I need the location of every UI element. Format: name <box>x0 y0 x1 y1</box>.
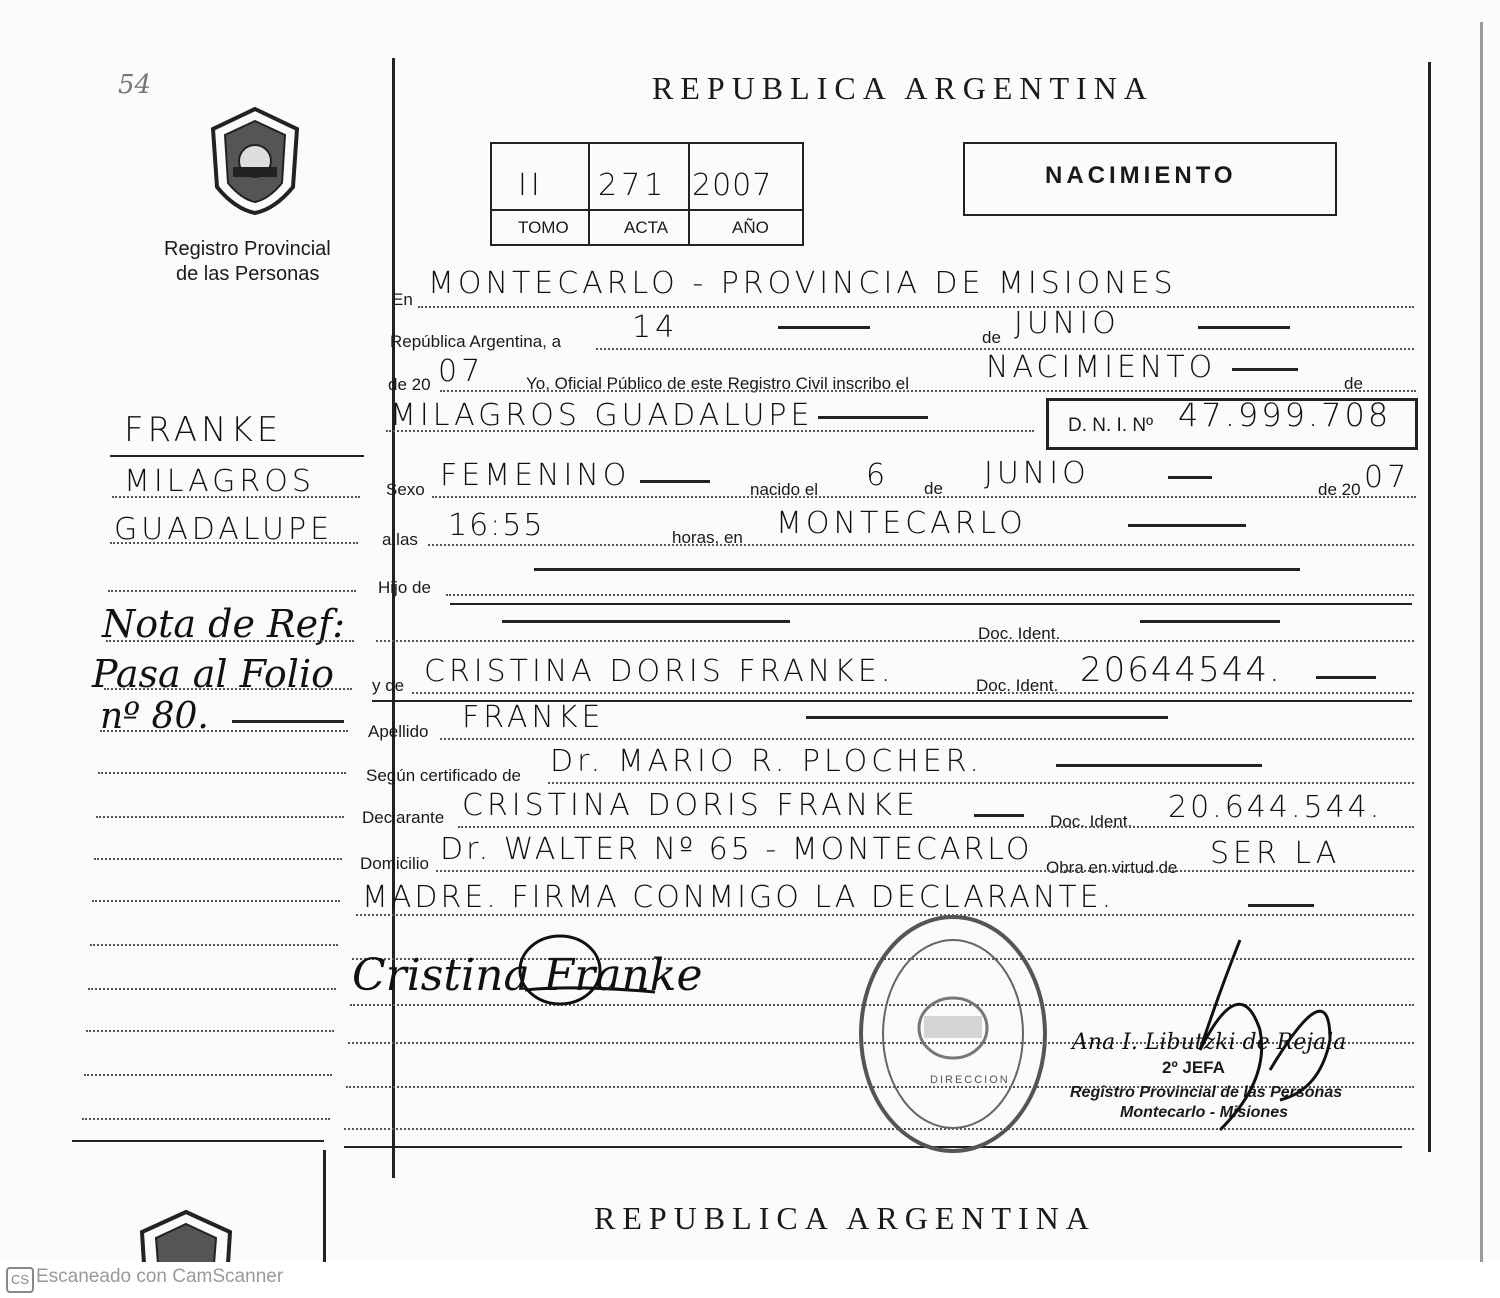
margin-line-13 <box>86 1030 334 1032</box>
margin-line-9 <box>94 858 342 860</box>
margin-line-7 <box>98 772 346 774</box>
birth-month: JUNIO <box>984 456 1090 491</box>
obra-label: Obra en virtud de <box>1046 858 1178 877</box>
hour-value: 16:55 <box>448 508 545 543</box>
birth-year-prefix: de 20 <box>1318 480 1361 499</box>
margin-line-3 <box>108 590 356 592</box>
signatory-name: Ana I. Libutzki de Rejala <box>1072 1030 1347 1055</box>
margin-line-8 <box>96 816 344 818</box>
camscanner-logo-icon: CS <box>6 1267 34 1293</box>
margin-note1: Nota de Ref: <box>102 602 345 646</box>
official-line <box>440 390 1416 392</box>
month-value: JUNIO <box>1014 306 1120 341</box>
hijo-label: Hijo de <box>378 578 431 597</box>
continuation-dash <box>1248 904 1314 907</box>
signatory-org: Registro Provincial de las Personas <box>1070 1084 1343 1101</box>
year-prefix: de 20 <box>388 375 431 394</box>
birth-day: 6 <box>866 458 890 493</box>
sexo-line <box>432 496 1416 498</box>
page-number: 54 <box>118 70 152 100</box>
nacido-label: nacido el <box>750 480 819 499</box>
dni-value: 47.999.708 <box>1178 396 1392 434</box>
margin-line-15 <box>82 1118 330 1120</box>
signatory-place: Montecarlo - Misiones <box>1120 1104 1289 1121</box>
inscribo-value: NACIMIENTO <box>986 350 1217 385</box>
margin-note2: Pasa al Folio <box>92 652 334 696</box>
apellido-line <box>440 738 1414 740</box>
domicilio-value: Dr. WALTER Nº 65 - MONTECARLO <box>440 832 1033 867</box>
hijo-line <box>446 594 1414 596</box>
dni-label: D. N. I. Nº <box>1068 415 1154 436</box>
registry-emblem-icon <box>205 105 305 217</box>
signatory-title: 2º JEFA <box>1162 1058 1225 1077</box>
left-border-lower <box>323 1150 326 1262</box>
mother-doc-dash <box>1316 676 1376 679</box>
registry-name-line1: Registro Provincial <box>164 238 331 260</box>
registry-emblem-icon-2 <box>134 1208 238 1264</box>
tomo-label: TOMO <box>518 218 569 237</box>
de-label2: de <box>1344 374 1363 393</box>
margin-name2: GUADALUPE <box>114 512 334 547</box>
margin-line-12 <box>88 988 336 990</box>
en-value: MONTECARLO - PROVINCIA DE MISIONES <box>428 266 1177 301</box>
sexo-label: Sexo <box>386 480 425 499</box>
tomo-value: II <box>518 168 544 203</box>
acta-label: ACTA <box>624 218 669 237</box>
birth-month-dash <box>1168 476 1212 479</box>
person-value: MILAGROS GUADALUPE <box>390 398 814 433</box>
person-dash <box>818 416 928 419</box>
sexo-dash <box>640 480 710 483</box>
declarante-dash <box>974 814 1024 817</box>
yde-label: y de <box>372 676 405 695</box>
registry-name-line2: de las Personas <box>176 263 320 285</box>
domicilio-label: Domicilio <box>360 854 429 873</box>
apellido-value: FRANKE <box>462 700 605 735</box>
left-form-border <box>392 58 395 1178</box>
year-value: 07 <box>438 354 485 389</box>
footer-country-title: REPUBLICA ARGENTINA <box>594 1200 1096 1236</box>
anio-label: AÑO <box>732 218 769 237</box>
act-box-sep2 <box>688 142 690 244</box>
obra-value: SER LA <box>1210 836 1341 871</box>
declarante-line <box>458 826 1414 828</box>
day-dash <box>778 326 870 329</box>
segun-dash <box>1056 764 1262 767</box>
margin-line-14 <box>84 1074 332 1076</box>
margin-line-2 <box>110 542 358 544</box>
seal-text: DIRECCION <box>930 1074 1010 1086</box>
month-dash <box>1198 326 1290 329</box>
mother-line <box>412 692 1414 694</box>
republica-label: República Argentina, a <box>390 332 562 351</box>
official-seal-icon <box>856 912 1050 1156</box>
de-label: de <box>982 328 1001 347</box>
margin-line-5 <box>104 688 352 690</box>
de-label3: de <box>924 479 943 498</box>
anio-value: 2007 <box>692 168 773 203</box>
a-las-line <box>428 544 1414 546</box>
hijo-separator <box>450 603 1412 605</box>
day-value: 14 <box>632 310 679 345</box>
page-edge <box>1480 22 1483 1262</box>
declarante-label: Declarante <box>362 808 445 827</box>
margin-line-4 <box>106 640 354 642</box>
margin-line-6 <box>100 730 348 732</box>
person-line <box>386 430 1034 432</box>
segun-value: Dr. MARIO R. PLOCHER. <box>550 744 983 779</box>
father-dash <box>502 620 790 623</box>
mother-doc: 20644544. <box>1080 650 1282 690</box>
domicilio-line <box>436 870 1414 872</box>
right-form-border <box>1428 62 1431 1152</box>
apellido-label: Apellido <box>368 722 429 741</box>
margin-note-dash <box>232 720 344 723</box>
doc-ident-label2: Doc. Ident. <box>976 676 1059 695</box>
margin-bottom-line <box>72 1140 324 1142</box>
act-box-sep1 <box>588 142 590 244</box>
doc-ident-label3: Doc. Ident. <box>1050 812 1133 831</box>
margin-note3: nº 80. <box>100 696 209 737</box>
father-line <box>376 640 1414 642</box>
margin-surname: FRANKE <box>124 410 283 450</box>
horas-label: horas, en <box>672 528 743 547</box>
act-box-divider <box>490 209 802 211</box>
declarante-signature: Cristina Franke <box>352 950 703 1001</box>
margin-surname-line <box>110 455 364 457</box>
margin-line-1 <box>112 496 360 498</box>
official-label: Yo, Oficial Público de este Registro Civil inscribo el <box>526 374 909 393</box>
act-type: NACIMIENTO <box>1045 162 1237 189</box>
sexo-value: FEMENINO <box>440 458 631 493</box>
en-label: En <box>392 290 413 309</box>
place-value: MONTECARLO <box>776 506 1027 541</box>
official-signature-icon <box>1180 930 1350 1140</box>
acta-value: 271 <box>598 168 668 203</box>
declarante-value: CRISTINA DORIS FRANKE <box>462 788 919 823</box>
camscanner-watermark: Escaneado con CamScanner <box>36 1266 284 1287</box>
inscribo-dash <box>1232 368 1298 371</box>
country-title: REPUBLICA ARGENTINA <box>652 70 1154 106</box>
hijo-dash <box>534 568 1300 571</box>
segun-line <box>548 782 1414 784</box>
segun-label: Según certificado de <box>366 766 521 785</box>
margin-name1: MILAGROS <box>124 464 315 499</box>
place-dash <box>1128 524 1246 527</box>
signature-flourish-icon <box>515 930 665 1010</box>
margin-line-10 <box>92 900 340 902</box>
apellido-dash <box>806 716 1168 719</box>
a-las-label: a las <box>382 530 418 549</box>
doc-ident-label: Doc. Ident. <box>978 624 1061 643</box>
en-line <box>418 306 1414 308</box>
margin-line-11 <box>90 944 338 946</box>
declarante-doc: 20.644.544. <box>1168 790 1383 825</box>
father-doc-dash <box>1140 620 1280 623</box>
mother-value: CRISTINA DORIS FRANKE. <box>424 654 895 689</box>
continuation-text: MADRE. FIRMA CONMIGO LA DECLARANTE. <box>362 880 1115 915</box>
birth-year: 07 <box>1364 460 1411 495</box>
